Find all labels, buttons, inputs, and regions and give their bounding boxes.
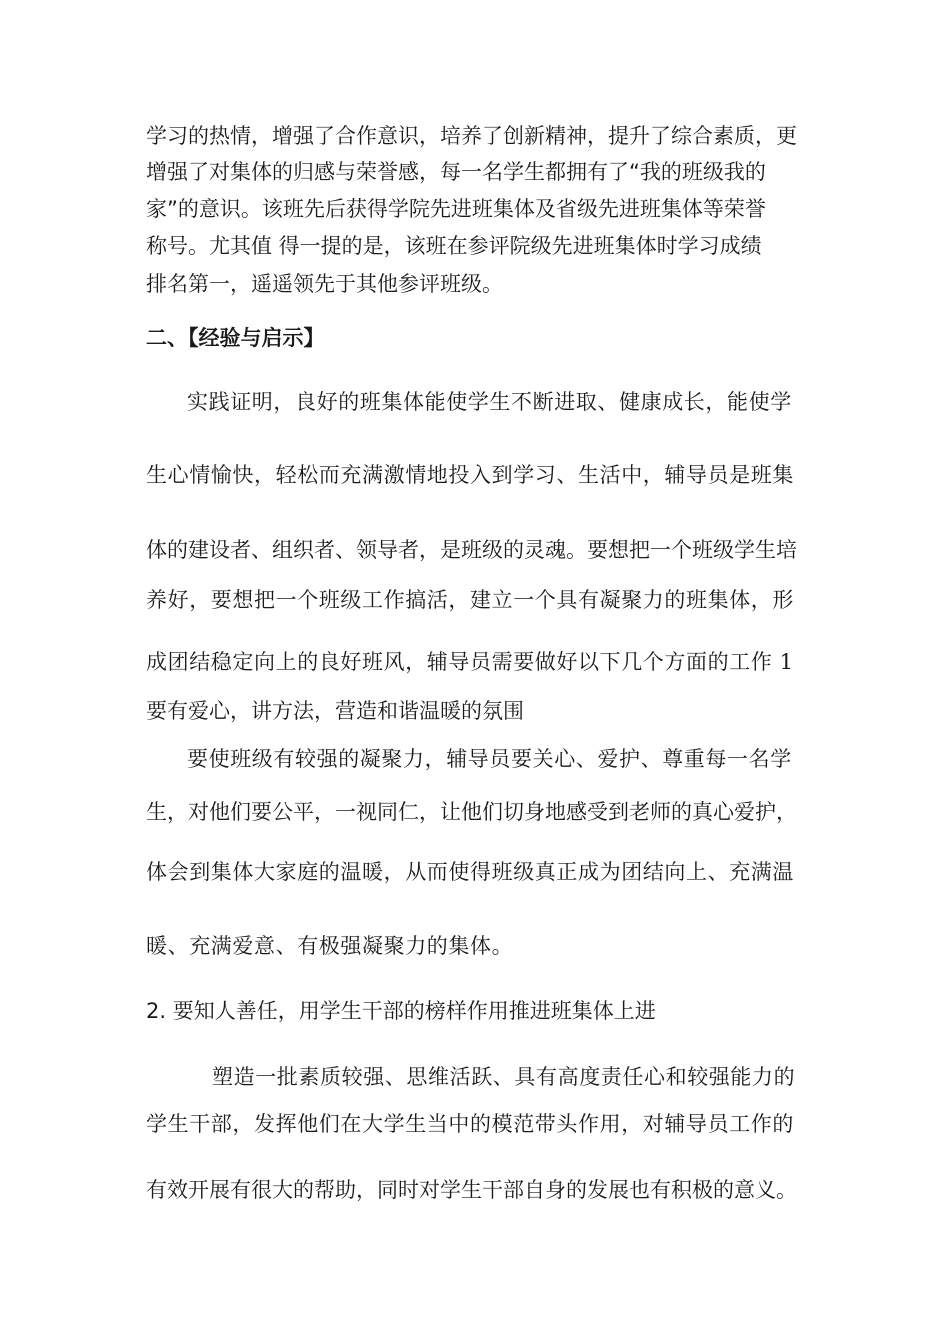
paragraph-line: 家”的意识。该班先后获得学院先进班集体及省级先进班集体等荣誉 (146, 197, 766, 221)
paragraph-line: 体会到集体大家庭的温暖，从而使得班级真正成为团结向上、充满温 (146, 860, 794, 884)
paragraph-line: 体的建设者、组织者、领导者，是班级的灵魂。要想把一个班级学生培 (146, 538, 797, 562)
paragraph-line: 学生干部，发挥他们在大学生当中的模范带头作用，对辅导员工作的 (146, 1112, 794, 1136)
paragraph-line: 称号。尤其值 得一提的是，该班在参评院级先进班集体时学习成绩 (146, 234, 762, 258)
paragraph-line: 有效开展有很大的帮助，同时对学生干部自身的发展也有积极的意义。 (146, 1178, 797, 1202)
section-heading: 二、【经验与启示】 (146, 326, 325, 350)
subheading: 2. 要知人善任，用学生干部的榜样作用推进班集体上进 (146, 999, 656, 1023)
paragraph-line: 养好，要想把一个班级工作搞活，建立一个具有凝聚力的班集体，形 (146, 588, 794, 612)
subheading: 要有爱心，讲方法，营造和谐温暖的氛围 (146, 699, 524, 723)
paragraph-line: 生心情愉快，轻松而充满激情地投入到学习、生活中，辅导员是班集 (146, 463, 794, 487)
paragraph-line: 成团结稳定向上的良好班风，辅导员需要做好以下几个方面的工作 1 (146, 650, 794, 674)
paragraph-line: 实践证明，良好的班集体能使学生不断进取、健康成长，能使学 (187, 390, 792, 414)
paragraph-line: 增强了对集体的归感与荣誉感，每一名学生都拥有了“我的班级我的 (146, 160, 766, 184)
paragraph-line: 生，对他们要公平，一视同仁，让他们切身地感受到老师的真心爱护， (146, 800, 797, 824)
paragraph-line: 学习的热情，增强了合作意识，培养了创新精神，提升了综合素质，更 (146, 124, 797, 148)
paragraph-line: 暖、充满爱意、有极强凝聚力的集体。 (146, 934, 514, 958)
paragraph-line: 要使班级有较强的凝聚力，辅导员要关心、爱护、尊重每一名学 (187, 747, 792, 771)
paragraph-line: 塑造一批素质较强、思维活跃、具有高度责任心和较强能力的 (212, 1065, 796, 1089)
paragraph-line: 排名第一，遥遥领先于其他参评班级。 (146, 272, 503, 296)
